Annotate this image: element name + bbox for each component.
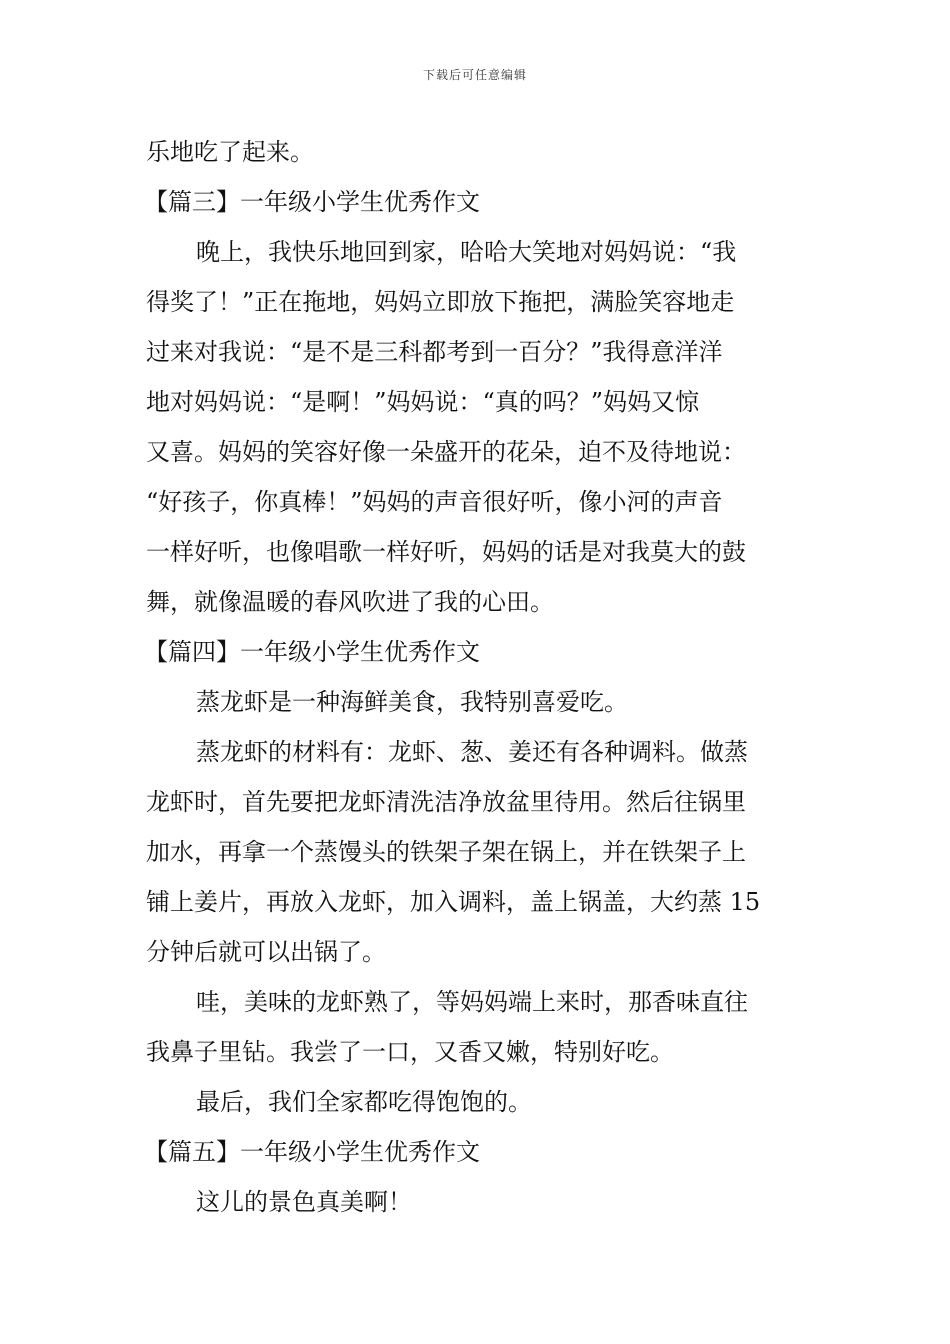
text-line: 舞，就像温暖的春风吹进了我的心田。 <box>146 588 554 616</box>
section-heading-5: 【篇五】一年级小学生优秀作文 <box>144 1138 480 1166</box>
text-line: 一样好听，也像唱歌一样好听，妈妈的话是对我莫大的鼓 <box>146 538 746 566</box>
document-body <box>146 127 808 1227</box>
text-line: 得奖了！”正在拖地，妈妈立即放下拖把，满脸笑容地走 <box>146 288 735 316</box>
section-heading-3: 【篇三】一年级小学生优秀作文 <box>144 188 480 216</box>
text-line: 龙虾时，首先要把龙虾清洗洁净放盆里待用。然后往锅里 <box>146 788 746 816</box>
page-header-note: 下载后可任意编辑 <box>422 68 527 82</box>
text-line: 分钟后就可以出锅了。 <box>146 938 386 966</box>
section-heading-4: 【篇四】一年级小学生优秀作文 <box>144 638 480 666</box>
text-line: 乐地吃了起来。 <box>146 138 314 166</box>
paragraph-start: 晚上，我快乐地回到家，哈哈大笑地对妈妈说：“我 <box>196 238 737 266</box>
text-line: 过来对我说：“是不是三科都考到一百分？”我得意洋洋 <box>146 338 723 366</box>
paragraph-start: 哇，美味的龙虾熟了，等妈妈端上来时，那香味直往 <box>196 988 748 1016</box>
paragraph-start: 这儿的景色真美啊！ <box>196 1188 412 1216</box>
paragraph-start: 蒸龙虾是一种海鲜美食，我特别喜爱吃。 <box>196 688 628 716</box>
text-line: 铺上姜片，再放入龙虾，加入调料，盖上锅盖，大约蒸 15 <box>146 888 761 916</box>
paragraph-start: 蒸龙虾的材料有：龙虾、葱、姜还有各种调料。做蒸 <box>196 738 748 766</box>
text-line: 地对妈妈说：“是啊！”妈妈说：“真的吗？”妈妈又惊 <box>146 388 700 416</box>
text-line: “好孩子，你真棒！”妈妈的声音很好听，像小河的声音 <box>146 488 723 516</box>
text-line: 加水，再拿一个蒸馒头的铁架子架在锅上，并在铁架子上 <box>146 838 746 866</box>
paragraph-start: 最后，我们全家都吃得饱饱的。 <box>196 1088 532 1116</box>
text-line: 又喜。妈妈的笑容好像一朵盛开的花朵，迫不及待地说： <box>146 438 746 466</box>
text-line: 我鼻子里钻。我尝了一口，又香又嫩，特别好吃。 <box>146 1038 674 1066</box>
